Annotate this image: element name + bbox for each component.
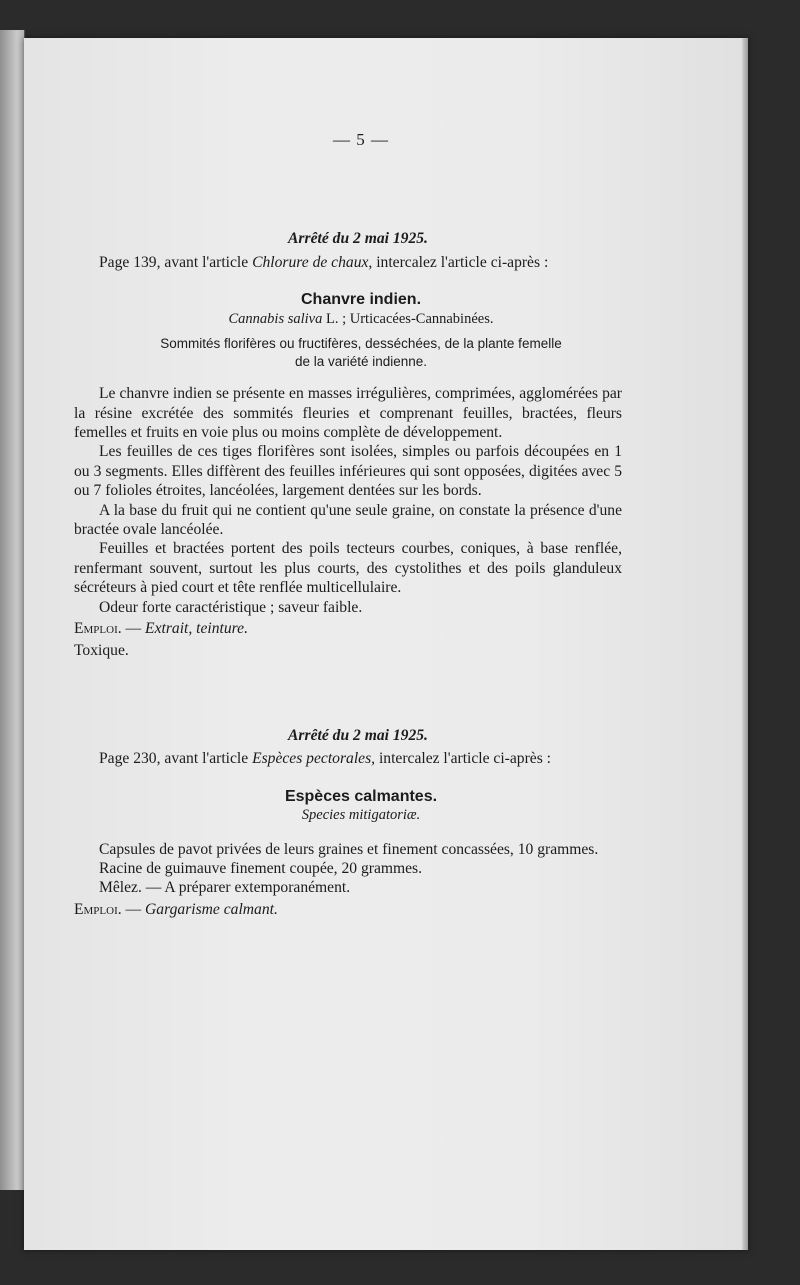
paragraph: Mêlez. — A préparer extemporanément. — [99, 879, 351, 897]
latin-name: Cannabis saliva — [228, 310, 323, 327]
arrete-heading: Arrêté du 2 mai 1925. — [288, 726, 428, 744]
emploi-dash: — — [121, 900, 146, 918]
emploi-label: Emploi. — [74, 900, 122, 918]
section-especes-calmantes — [74, 726, 622, 919]
paragraph: A la base du fruit qui ne contient qu'une seule graine, on constate la présence d'une bractée ovale lancéolée. — [74, 501, 622, 539]
emploi-value: Gargarisme calmant. — [145, 900, 278, 918]
paragraph: Odeur forte caractéristique ; saveur faible. — [99, 598, 363, 616]
paragraph: Le chanvre indien se présente en masses irrégulières, comprimées, agglomérées par la résine excrétée des sommités fleuries et comprenant feuilles, bractées, fleurs femelles et fruits en voie plus ou moins complète de développement. — [74, 385, 622, 442]
monograph-definition — [74, 335, 622, 370]
intro-article-ref: Espèces pectorales, — [252, 750, 376, 768]
emploi-line — [74, 619, 622, 638]
monograph-title: Espèces calmantes. — [284, 787, 438, 805]
intro-text-end: intercalez l'article ci-après : — [375, 750, 552, 768]
paragraph: Capsules de pavot privées de leurs graines et finement concassées, 10 grammes. — [99, 840, 599, 858]
page-number: — 5 — — [333, 130, 389, 149]
paragraph: Racine de guimauve finement coupée, 20 grammes. — [99, 859, 423, 877]
intro-article-ref: Chlorure de chaux, — [252, 253, 373, 271]
emploi-dash: — — [121, 620, 146, 638]
document-page — [24, 38, 748, 1250]
family-name: L. ; Urticacées-Cannabinées. — [322, 310, 494, 327]
adjacent-page-edge — [0, 30, 25, 1190]
page-content — [74, 130, 622, 919]
intro-text-end: intercalez l'article ci-après : — [372, 253, 549, 271]
emploi-value: Extrait, teinture. — [145, 620, 248, 638]
monograph-subtitle — [74, 310, 622, 329]
intro-text: Page 230, avant l'article — [99, 750, 253, 768]
section-chanvre-indien — [74, 229, 622, 660]
page-edge — [742, 38, 748, 1250]
monograph-subtitle — [74, 806, 622, 825]
paragraph: Les feuilles de ces tiges florifères sont isolées, simples ou parfois découpées en 1 ou 3 segments. Elles diffèrent des feuilles inférieures qui sont opposées, digitées avec 5 ou 7 folioles étroites, lancéolées, largement dentées sur les bords. — [74, 443, 622, 500]
section-intro — [74, 253, 622, 272]
toxicity-note: Toxique. — [74, 641, 129, 659]
monograph-title: Chanvre indien. — [300, 291, 422, 309]
intro-text: Page 139, avant l'article — [99, 253, 253, 271]
definition-line: de la variété indienne. — [294, 353, 428, 369]
paragraph: Feuilles et bractées portent des poils tecteurs courbes, coniques, à base renflée, renfermant souvent, surtout les plus courts, des cystolithes et des poils glanduleux sécréteurs à pied court et tête renflée multicellulaire. — [74, 540, 622, 597]
section-intro — [74, 749, 622, 768]
arrete-heading: Arrêté du 2 mai 1925. — [288, 230, 428, 248]
emploi-line — [74, 900, 622, 919]
emploi-label: Emploi. — [74, 620, 122, 638]
latin-name: Species mitigatoriæ. — [301, 807, 421, 824]
definition-line: Sommités florifères ou fructifères, desséchées, de la plante femelle — [160, 336, 562, 352]
